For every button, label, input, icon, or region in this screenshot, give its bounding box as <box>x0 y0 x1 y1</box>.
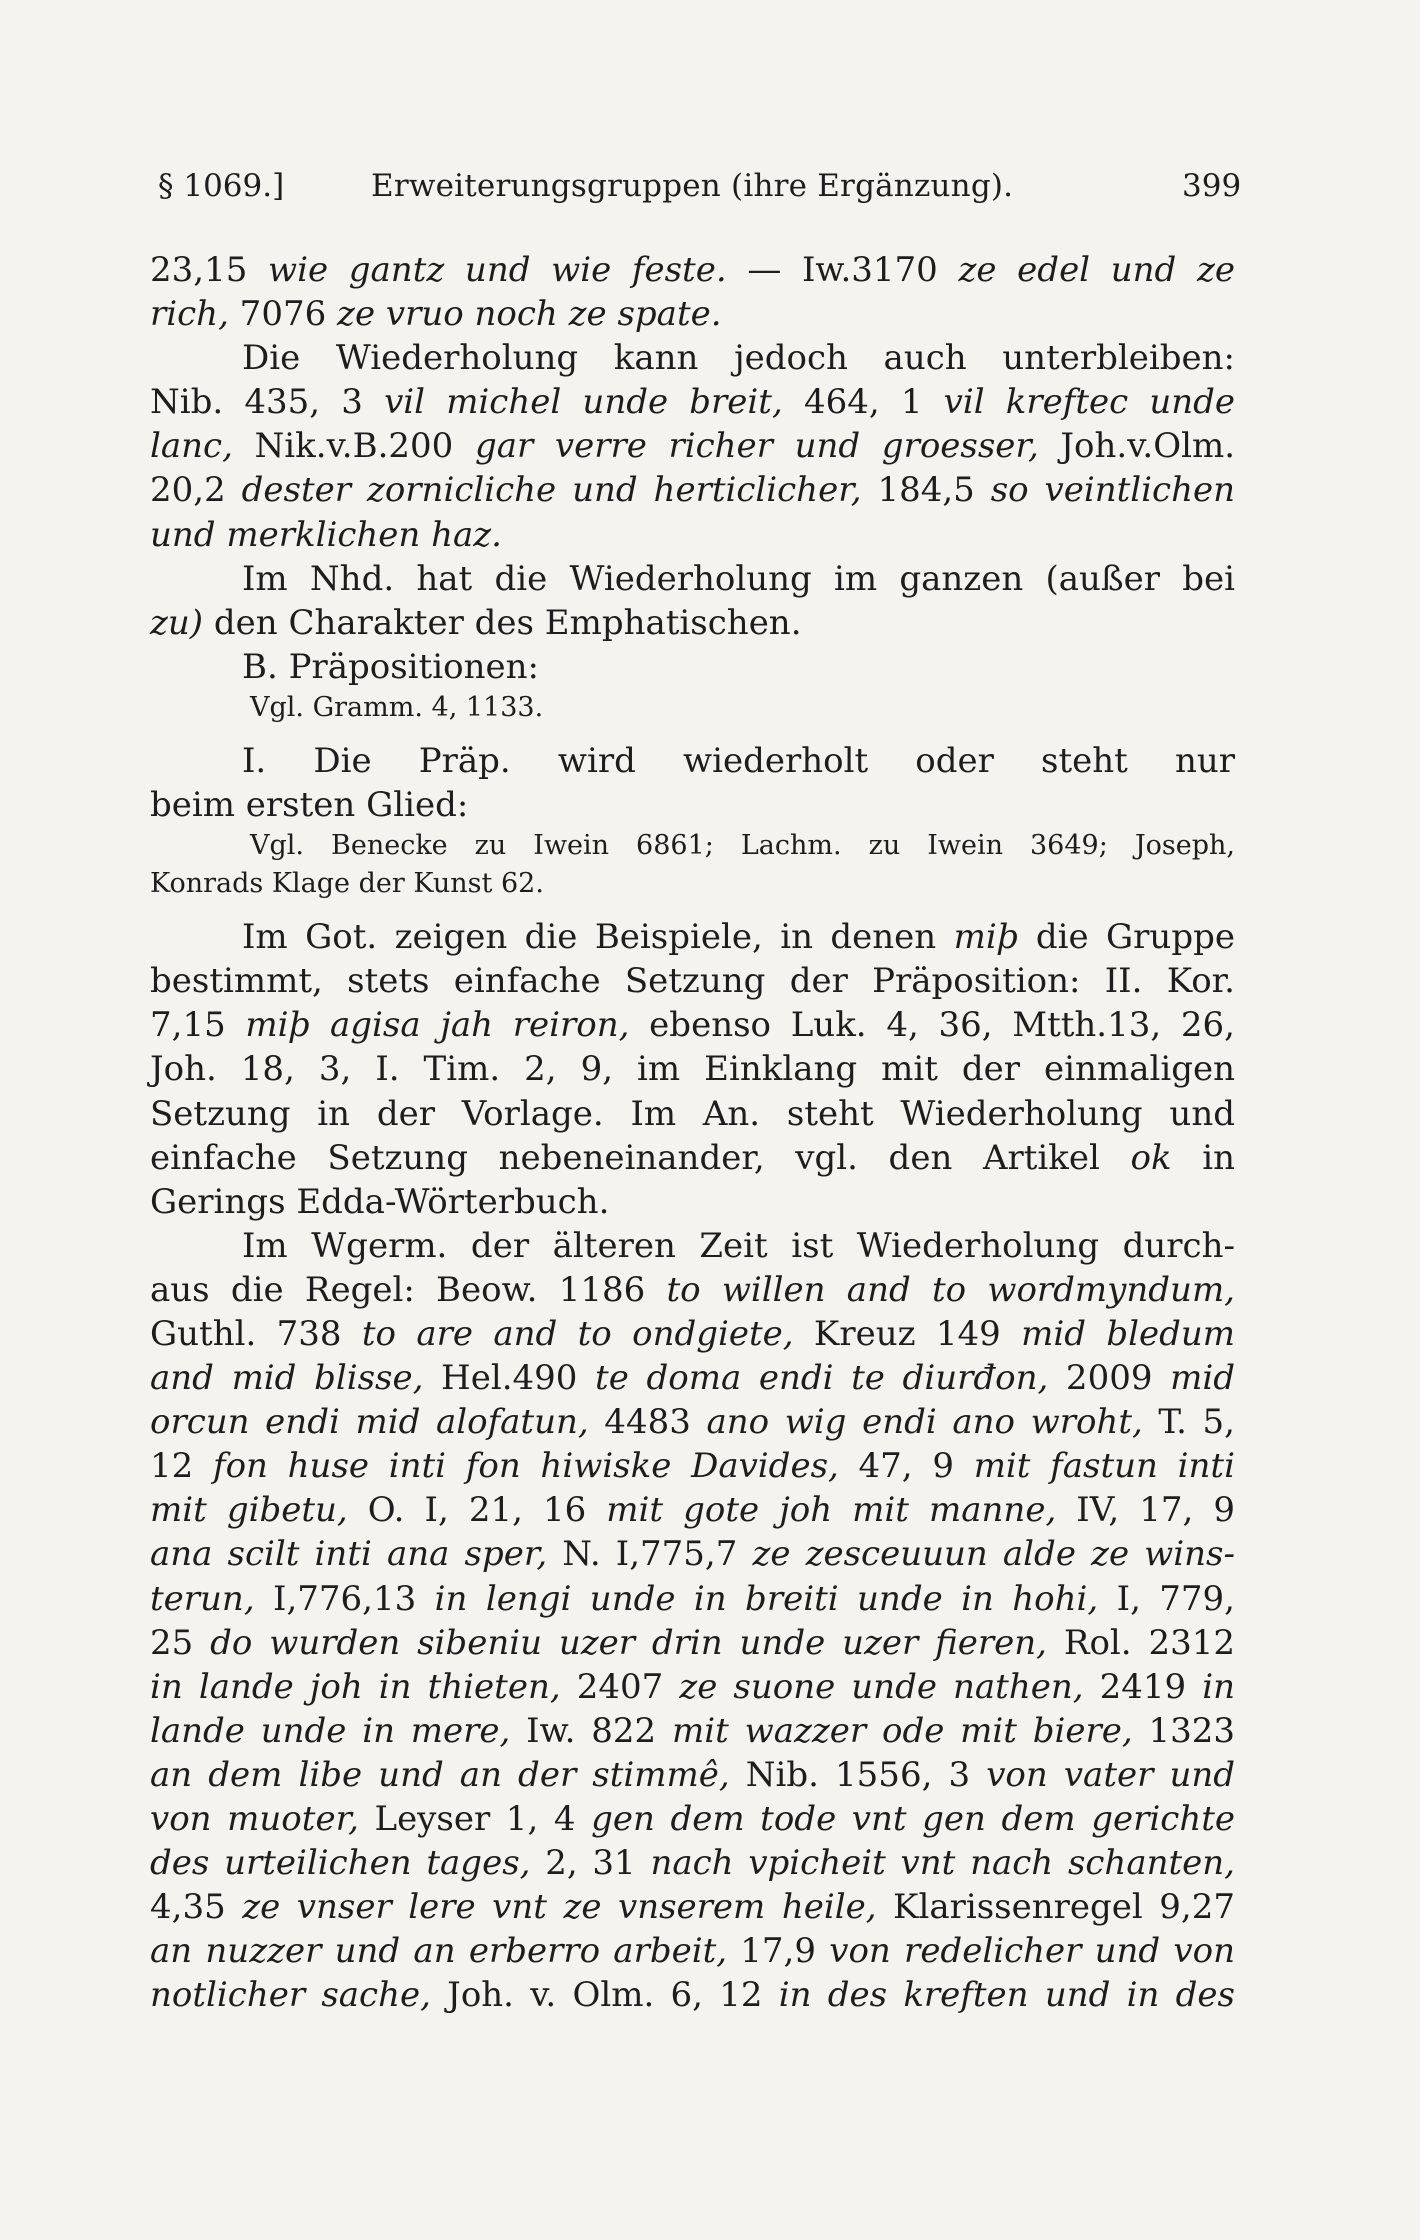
italic-quote: gen dem tode vnt gen dem gerichte <box>591 1799 1235 1839</box>
text-run: Joh.v.Olm. <box>1038 426 1236 467</box>
text-run: Im Wgerm. der älteren Zeit ist Wiederholung durch- <box>242 1225 1235 1266</box>
text-line <box>150 1003 1235 1047</box>
text-line <box>150 1356 1235 1400</box>
text-run: einfache Setzung nebeneinander, vgl. den Artikel <box>150 1137 1131 1178</box>
text-run: B. Präpositionen: <box>242 646 539 687</box>
italic-quote: so veintlichen <box>990 470 1235 511</box>
text-run: T. 5, <box>1142 1402 1235 1443</box>
text-run: 2, 31 <box>530 1843 651 1884</box>
text-run: 2009 <box>1048 1358 1171 1399</box>
text-run: 2407 <box>560 1666 680 1707</box>
italic-quote: an nuzzer und an erberro arbeit, <box>150 1931 728 1972</box>
italic-quote: ana scilt inti ana sper, <box>150 1534 548 1575</box>
text-line <box>150 1400 1235 1444</box>
running-title: Erweiterungsgruppen (ihre Ergänzung). <box>371 168 1014 204</box>
italic-quote: mid bledum <box>1021 1313 1235 1354</box>
text-run: Rol. 2312 <box>1046 1622 1235 1663</box>
text-run: — Iw.3170 <box>726 250 959 290</box>
italic-quote: ze zesceuuun alde ze wins- <box>752 1534 1235 1575</box>
italic-quote: terun, <box>150 1578 255 1619</box>
italic-quote: mit fastun inti <box>973 1446 1235 1487</box>
text-line <box>150 827 1235 865</box>
text-run: ebenso Luk. 4, 36, Mtth.13, 26, <box>629 1005 1235 1046</box>
italic-quote: and mid blisse, <box>150 1358 424 1399</box>
text-run: Gerings Edda-Wörterbuch. <box>150 1181 610 1222</box>
italic-quote: wie gantz und wie feste. <box>268 250 727 290</box>
text-run: 12 <box>150 1446 213 1487</box>
italic-quote: nach vpicheit vnt nach schanten, <box>650 1843 1235 1884</box>
text-line <box>150 292 1235 336</box>
text-line <box>150 336 1235 380</box>
text-line <box>150 1224 1235 1268</box>
text-line <box>150 783 1235 827</box>
text-run: Joh. 18, 3, I. Tim. 2, 9, im Einklang mit der einmaligen <box>150 1049 1235 1090</box>
text-run: 464, 1 <box>782 382 944 423</box>
text-run: Joh. v. Olm. 6, 12 <box>430 1975 779 2016</box>
italic-quote: in lande joh in thieten, <box>150 1666 561 1707</box>
text-line <box>150 915 1235 959</box>
text-line <box>150 1136 1235 1180</box>
running-header <box>0 168 1420 214</box>
text-line <box>150 689 1235 727</box>
italic-quote: ze suone unde nathen, <box>679 1666 1084 1707</box>
text-line <box>150 1797 1235 1841</box>
text-line <box>150 1268 1235 1312</box>
text-line <box>150 468 1235 512</box>
text-run: Vgl. Benecke zu Iwein 6861; Lachm. zu Iwein 3649; Joseph, <box>250 830 1235 862</box>
text-line <box>150 1180 1235 1224</box>
text-line <box>150 1885 1235 1929</box>
text-run: 20,2 <box>150 470 242 511</box>
text-run: in <box>1171 1137 1235 1178</box>
italic-quote: vil michel unde breit, <box>384 382 783 423</box>
italic-quote: in <box>1202 1666 1235 1707</box>
italic-quote: ze vnser lere vnt ze vnserem heile, <box>242 1887 877 1928</box>
italic-quote: ano wig endi ano wroht, <box>706 1402 1143 1443</box>
text-run: bestimmt, stets einfache Setzung der Präposition: II. Kor. <box>150 961 1235 1002</box>
italic-quote: miþ agisa jah reiron, <box>245 1005 630 1046</box>
italic-quote: an dem libe und an der stimmê, <box>150 1754 730 1795</box>
text-line <box>150 1488 1235 1532</box>
text-line <box>150 645 1235 689</box>
italic-quote: mit wazzer ode mit biere, <box>672 1710 1133 1751</box>
text-run: 25 <box>150 1622 211 1663</box>
italic-quote: notlicher sache, <box>150 1975 431 2016</box>
text-line <box>150 1841 1235 1885</box>
text-line <box>150 739 1235 783</box>
italic-quote: von muoter, <box>150 1799 359 1839</box>
text-line <box>150 1753 1235 1797</box>
text-line <box>150 865 1235 903</box>
text-run: Kreuz 149 <box>793 1313 1022 1354</box>
text-line <box>150 1709 1235 1753</box>
italic-quote: und merklichen haz. <box>150 514 502 555</box>
page-number: 399 <box>1182 168 1242 204</box>
text-run: Leyser 1, 4 <box>358 1799 592 1839</box>
text-run: O. I, 21, 16 <box>347 1490 607 1531</box>
text-run: 17,9 <box>727 1931 830 1972</box>
text-run: 184,5 <box>861 470 991 511</box>
text-run: IV, 17, 9 <box>1056 1490 1235 1531</box>
text-line <box>150 1577 1235 1621</box>
italic-quote: do wurden sibeniu uzer drin unde uzer fieren, <box>210 1622 1047 1663</box>
text-line <box>150 1621 1235 1665</box>
text-line <box>150 1444 1235 1488</box>
text-run: Im Got. zeigen die Beispiele, in denen <box>242 917 954 958</box>
text-line <box>150 1929 1235 1973</box>
text-line <box>150 1047 1235 1091</box>
italic-quote: rich, <box>150 294 229 335</box>
italic-quote: in des kreften und in des <box>778 1975 1235 2016</box>
text-line <box>150 424 1235 468</box>
italic-quote: zu) <box>150 602 204 643</box>
section-reference: § 1069.] <box>158 168 285 204</box>
italic-quote: ze vruo noch ze spate. <box>337 294 722 335</box>
text-run: Nib. 435, 3 <box>150 382 385 423</box>
text-run: 7076 <box>228 294 338 335</box>
text-run: Nik.v.B.200 <box>232 426 475 467</box>
text-run: 4,35 <box>150 1887 243 1928</box>
text-run: Hel.490 <box>423 1358 596 1399</box>
text-run: Die Wiederholung kann jedoch auch unterbleiben: <box>242 338 1235 379</box>
text-run: 4483 <box>588 1402 707 1443</box>
italic-quote: in lengi unde in breiti unde in hohi, <box>434 1578 1099 1619</box>
text-line <box>150 248 1235 292</box>
italic-quote: ok <box>1130 1137 1172 1178</box>
italic-quote: gar verre richer und groesser, <box>474 426 1039 467</box>
text-run: 2419 <box>1083 1666 1203 1707</box>
italic-quote: te doma endi te diurđon, <box>595 1358 1049 1399</box>
italic-quote: ze edel und ze <box>958 250 1235 290</box>
italic-quote: vil kreftec unde <box>943 382 1235 423</box>
text-run: aus die Regel: Beow. 1186 <box>150 1269 667 1310</box>
italic-quote: lande unde in mere, <box>150 1710 511 1751</box>
italic-quote: lanc, <box>150 426 233 467</box>
text-run: Iw. 822 <box>510 1710 672 1751</box>
text-run: 23,15 <box>150 250 268 290</box>
text-line <box>150 1973 1235 2017</box>
text-run: den Charakter des Emphatischen. <box>203 602 802 643</box>
italic-quote: to willen and to wordmyndum, <box>666 1269 1235 1310</box>
text-line <box>150 513 1235 557</box>
italic-quote: to are and to ondgiete, <box>361 1313 794 1354</box>
text-run: N. I,775,7 <box>547 1534 753 1575</box>
italic-quote: mid <box>1170 1358 1235 1399</box>
text-run: Im Nhd. hat die Wiederholung im ganzen (außer bei <box>242 558 1235 599</box>
italic-quote: dester zornicliche und herticlicher, <box>241 470 862 511</box>
text-line <box>150 557 1235 601</box>
text-run: 47, 9 <box>838 1446 974 1487</box>
italic-quote: fon huse inti fon hiwiske Davides, <box>212 1446 839 1487</box>
text-run: Setzung in der Vorlage. Im An. steht Wiederholung und <box>150 1093 1235 1134</box>
text-run: Guthl. 738 <box>150 1313 362 1354</box>
text-run: Klarissenregel 9,27 <box>876 1887 1235 1928</box>
text-line <box>150 959 1235 1003</box>
italic-quote: des urteilichen tages, <box>150 1843 531 1884</box>
text-run: Konrads Klage der Kunst 62. <box>150 868 544 900</box>
text-run: 1323 <box>1132 1710 1236 1751</box>
text-run: I, 779, <box>1098 1578 1235 1619</box>
text-run: 7,15 <box>150 1005 246 1046</box>
italic-quote: von redelicher und von <box>829 1931 1235 1972</box>
text-run: beim ersten Glied: <box>150 785 469 826</box>
text-run: die Gruppe <box>1018 917 1235 958</box>
italic-quote: miþ <box>953 917 1019 958</box>
italic-quote: mit gibetu, <box>150 1490 348 1531</box>
text-run: Nib. 1556, 3 <box>729 1754 987 1795</box>
text-run: Vgl. Gramm. 4, 1133. <box>250 691 544 723</box>
italic-quote: orcun endi mid alofatun, <box>150 1402 589 1443</box>
italic-quote: von vater und <box>986 1754 1235 1795</box>
text-line <box>150 601 1235 645</box>
text-line <box>150 1665 1235 1709</box>
text-line <box>150 380 1235 424</box>
text-run: I,776,13 <box>254 1578 435 1619</box>
text-line <box>150 1532 1235 1576</box>
text-run: I. Die Präp. wird wiederholt oder steht nur <box>242 740 1235 781</box>
text-line <box>150 1312 1235 1356</box>
italic-quote: mit gote joh mit manne, <box>606 1490 1057 1531</box>
body-text <box>150 248 1235 2017</box>
text-line <box>150 1092 1235 1136</box>
